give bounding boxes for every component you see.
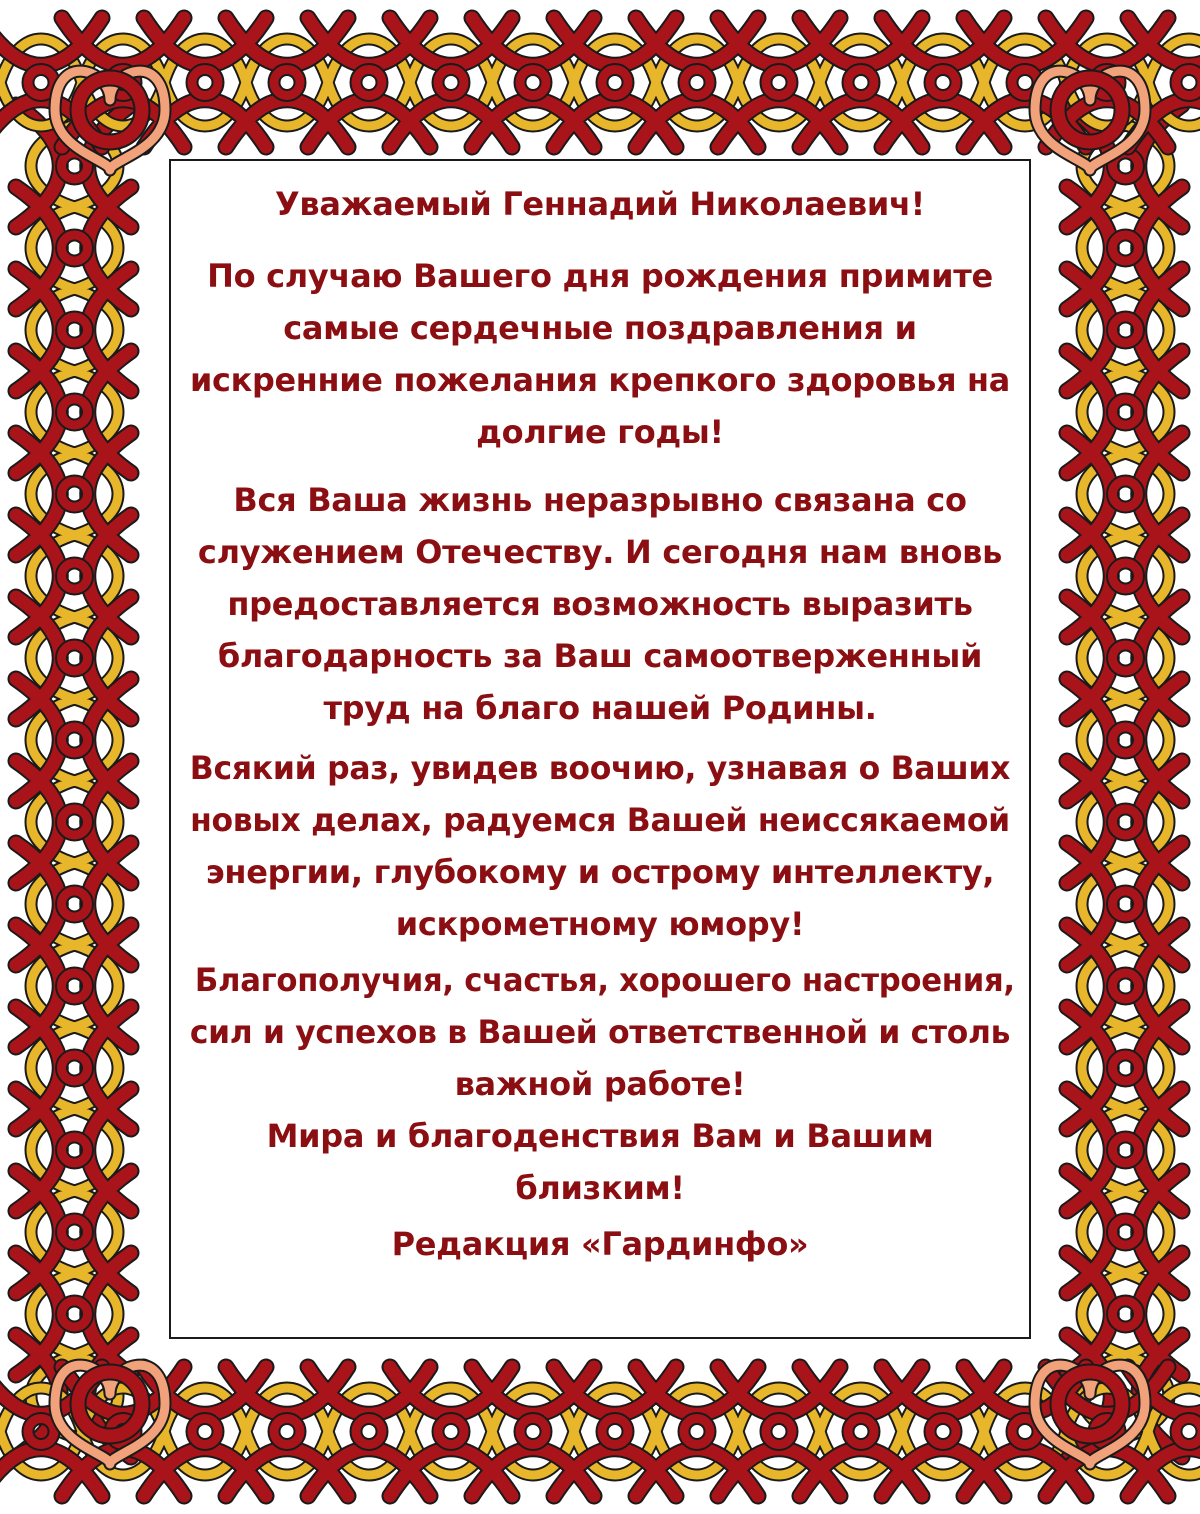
paragraph-1-line-4: долгие годы!: [476, 413, 724, 451]
paragraph-2-line-3: предоставляется возможность выразить: [227, 585, 973, 623]
paragraph-3-line-1: Всякий раз, увидев воочию, узнавая о Ваших: [189, 749, 1011, 787]
paragraph-2-line-1: Вся Ваша жизнь неразрывно связана со: [233, 481, 967, 519]
paragraph-1-line-1: По случаю Вашего дня рождения примите: [207, 257, 993, 295]
paragraph-1-line-2: самые сердечные поздравления и: [283, 309, 917, 347]
paragraph-2-line-5: труд на благо нашей Родины.: [323, 689, 877, 727]
paragraph-3-line-4: искрометному юмору!: [395, 905, 805, 943]
paragraph-2-line-4: благодарность за Ваш самоотверженный: [217, 637, 983, 675]
paragraph-3-line-2: новых делах, радуемся Вашей неиссякаемой: [190, 801, 1010, 839]
paragraph-5-line-1: Мира и благоденствия Вам и Вашим: [266, 1117, 934, 1155]
greeting-letter: [178, 168, 1022, 1330]
paragraph-1-line-3: искренние пожелания крепкого здоровья на: [190, 361, 1010, 399]
paragraph-4-line-3: важной работе!: [454, 1065, 746, 1103]
paragraph-2-line-2: служением Отечеству. И сегодня нам вновь: [197, 533, 1003, 571]
paragraph-4-line-2: сил и успехов в Вашей ответственной и столь: [189, 1013, 1011, 1051]
signature: Редакция «Гардинфо»: [391, 1225, 809, 1263]
greeting-line: Уважаемый Геннадий Николаевич!: [275, 185, 925, 223]
paragraph-4-line-1: Благополучия, счастья, хорошего настроения,: [194, 961, 1015, 999]
paragraph-3-line-3: энергии, глубокому и острому интеллекту,: [205, 853, 995, 891]
paragraph-5-line-2: близким!: [515, 1169, 685, 1207]
